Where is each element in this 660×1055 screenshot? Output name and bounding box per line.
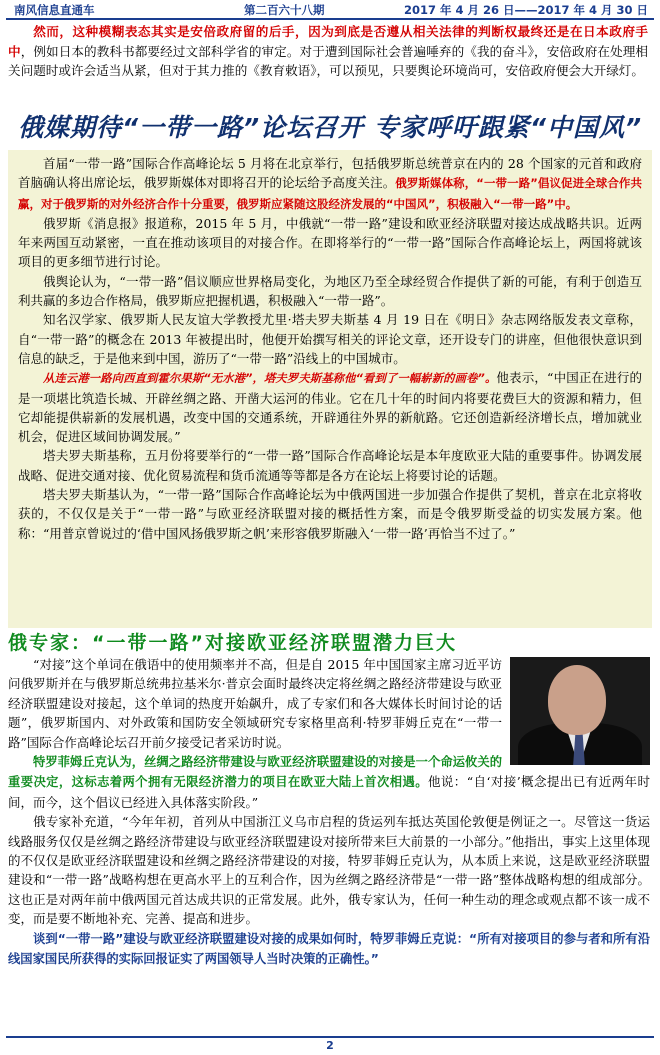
a2-p4-highlight: 谈到“一带一路”建设与欧亚经济联盟建设对接的成果如何时，特罗菲姆丘克说：“所有对接项目的参与者和所有沿线国家国民所获得的实际回报证实了两国领导人当时决策的正确性。” — [8, 931, 650, 967]
a2-p1: “对接”这个单词在俄语中的使用频率并不高，但是自 2015 年中国国家主席习近平访问俄罗斯并在与俄罗斯总统弗拉基米尔·普京会面时最终决定将丝绸之路经济带建设与欧亚经济联盟建设对接起，这个单词的热度开始飙升，成了专家们和各大媒体长时间讨论的话题”，俄罗斯国内、对外政策和国防安全领域研究专家格里高利·特罗菲姆丘克在“一带一路”国际合作高峰论坛召开前夕接受记者采访时说。 — [8, 657, 502, 750]
page-number: 2 — [326, 1039, 334, 1052]
article-1-body — [8, 150, 652, 628]
a2-p2-highlight: 特罗菲姆丘克认为，丝绸之路经济带建设与欧亚经济联盟建设的对接是一个命运攸关的重要决定，这标志着两个拥有无限经济潜力的项目在欧亚大陆上首次相遇。 — [8, 755, 502, 790]
page-header — [6, 0, 654, 20]
publication-name: 南风信息直通车 — [14, 3, 95, 17]
a1-p2: 俄罗斯《消息报》报道称，2015 年 5 月，中俄就“一带一路”建设和欧亚经济联盟对接达成战略共识。近两年来两国互动紧密，一直在推动该项目的对接合作。在即将举行的“一带一路”国际合作高峰论坛上，两国将就该项目的更多细节进行讨论。 — [18, 215, 642, 270]
a1-p1-highlight: 俄罗斯媒体称，“一带一路”倡议促进全球合作共赢，对于俄罗斯的对外经济合作十分重要，俄罗斯应紧随这股经济发展的“中国风”，积极融入“一带一路”中。 — [18, 176, 642, 211]
article-2-body — [8, 655, 650, 970]
article-2-title: 俄专家：“一带一路”对接欧亚经济联盟潜力巨大 — [8, 632, 457, 654]
a1-p5-highlight: 从连云港一路向西直到霍尔果斯“无水港”，塔夫罗夫斯基称他“看到了一幅崭新的画卷”。 — [43, 372, 497, 386]
intro-text: ，例如日本的教科书都要经过文部科学省的审定。对于遭到国际社会普遍唾弃的《我的奋斗》，安倍政府在处理相关问题时或许会适当从紧，但对于其力推的《教育敕语》，可以预见，只要舆论环境尚可，安倍政府便会大开绿灯。 — [8, 43, 649, 79]
a1-p4: 知名汉学家、俄罗斯人民友谊大学教授尤里·塔夫罗夫斯基 4 月 19 日在《明日》杂志网络版发表文章称，自“一带一路”的概念在 2013 年被提出时，他便开始撰写相关的评论文章，还开设专门的讲座，但他很快意识到信息的缺乏，于是他来到中国，游历了“一带一路”沿线上的中国城市。 — [18, 312, 642, 366]
a1-p1-text: 首届“一带一路”国际合作高峰论坛 5 月将在北京举行，包括俄罗斯总统普京在内的 28 个国家的元首和政府首脑确认将出席论坛，俄罗斯媒体对即将召开的论坛给予高度关注。 — [18, 156, 642, 191]
date-range: 2017 年 4 月 26 日——2017 年 4 月 30 日 — [403, 3, 648, 17]
footer-divider — [6, 1036, 654, 1038]
article-1-title: 俄媒期待“一带一路”论坛召开 专家呼吁跟紧“中国风” — [17, 113, 643, 142]
a2-p2-text: 他说：“自‘对接’概念提出已有近两年时间，而今，这个倡议已经进入具体落实阶段。” — [8, 774, 650, 810]
a1-p5-text: 他表示，“中国正在进行的是一项堪比筑造长城、开辟丝绸之路、开凿大运河的伟业。它在几十年的时间内将要花费巨大的资源和精力，但它却能提供崭新的发展机遇，改变中国的交通系统，开辟通往外界的新航路。它还创造新经济增长点，增加就业机会，促进区域间协调发展。” — [18, 370, 642, 445]
intro-highlight: 然而，这种模糊表态其实是安倍政府留的后手，因为到底是否遵从相关法律的判断权最终还是在日本政府手中 — [8, 24, 648, 59]
a1-p7: 塔夫罗夫斯基认为，“一带一路”国际合作高峰论坛为中俄两国进一步加强合作提供了契机，普京在北京将收获的，不仅仅是关于“一带一路”与欧亚经济联盟对接的概括性方案，而是令俄罗斯受益的切实发展方案。他称：“用普京曾说过的‘借中国风扬俄罗斯之帆’来形容俄罗斯融入‘一带一路’再恰当不过了。” — [18, 487, 642, 541]
issue-number: 第二百六十八期 — [244, 3, 325, 17]
expert-portrait-photo — [510, 657, 650, 765]
a1-p6: 塔夫罗夫斯基称，五月份将要举行的“一带一路”国际合作高峰论坛是本年度欧亚大陆的重要事件。协调发展战略、促进交通对接、优化贸易流程和货币流通等等都是各方在论坛上将要讨论的话题。 — [18, 448, 642, 483]
intro-paragraph — [8, 22, 648, 81]
a2-p3: 俄专家补充道，“今年年初，首列从中国浙江义乌市启程的货运列车抵达英国伦敦便是例证之一。尽管这一货运线路服务仅仅是丝绸之路经济带建设与欧亚经济联盟建设对接所带来巨大前景的一小部分。”他指出，事实上这里体现的不仅仅是欧亚经济联盟建设和丝绸之路经济带建设的对接，特罗菲姆丘克认为，从本质上来说，这是欧亚经济联盟建设和“一带一路”战略构想在更高水平上的互利合作，因为丝绸之路经济带是“一带一路”整体战略构想的组成部分。这也正是对两年前中俄两国元首达成共识的正常发展。此外，俄专家认为，任何一种生动的理念或观点都不该一成不变，而是要不断地补充、完善、提高和进步。 — [8, 814, 650, 927]
a1-p3: 俄舆论认为，“一带一路”倡议顺应世界格局变化，为地区乃至全球经贸合作提供了新的可能，有利于创造互利共赢的多边合作格局，俄罗斯应把握机遇，积极融入“一带一路”。 — [18, 273, 642, 309]
